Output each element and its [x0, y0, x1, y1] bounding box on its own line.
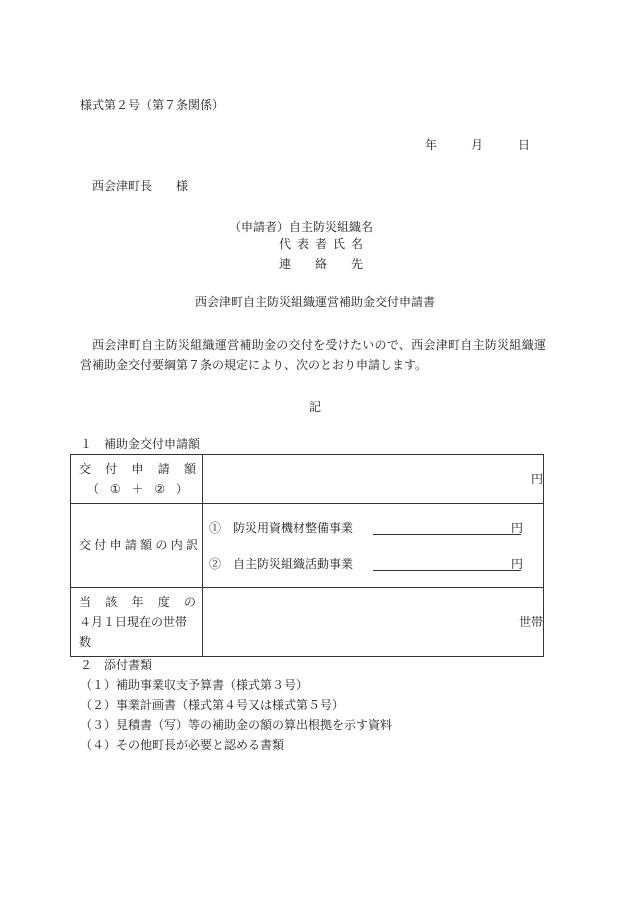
date-year-label: 年	[425, 138, 438, 152]
table-row	[71, 504, 544, 588]
applicant-prefix: （申請者）	[229, 220, 290, 234]
date-row	[0, 137, 630, 155]
body-paragraph: 西会津町自主防災組織運営補助金の交付を受けたいので、西会津町自主防災組織運営補助金交付要綱第７条の規定により、次のとおり申請します。	[80, 338, 546, 372]
char: 該	[105, 595, 118, 609]
char: 交	[79, 462, 92, 476]
row3-value-cell[interactable]	[203, 588, 544, 657]
char: 当	[79, 595, 92, 609]
section2-heading: ２ 添付書類	[80, 658, 153, 672]
table-row	[71, 588, 544, 657]
char: 訳	[185, 538, 198, 553]
breakdown-item-1-underline	[373, 534, 521, 535]
form-number: 様式第２号（第７条関係）	[80, 98, 225, 112]
attachment-item-3: （３）見積書（写）等の補助金の額の算出根拠を示す資料	[80, 718, 393, 732]
date-month-label: 月	[471, 138, 484, 152]
char: ①	[109, 482, 121, 496]
char: 者	[314, 237, 327, 251]
char: 申	[131, 462, 144, 476]
char: 請	[157, 462, 170, 476]
char: ）	[175, 482, 188, 496]
applicant-block	[229, 219, 373, 236]
breakdown-item-2-unit: 円	[510, 556, 523, 571]
char: 請	[124, 538, 137, 553]
breakdown-item-1-name: ① 防災用資機材整備事業	[209, 520, 354, 535]
row1-value-cell[interactable]	[203, 455, 544, 504]
char: の	[155, 538, 168, 553]
char: の	[183, 595, 196, 609]
char: ＋	[131, 482, 144, 496]
char: 額	[183, 462, 196, 476]
attachment-item-4: （４）その他町長が必要と認める書類	[80, 738, 285, 752]
char: 年	[131, 595, 144, 609]
char: 絡	[314, 257, 327, 271]
document-title: 西会津町自主防災組織運営補助金交付申請書	[194, 295, 435, 309]
applicant-rep-name-label	[279, 236, 363, 253]
char: 度	[157, 595, 170, 609]
row2-value-cell	[203, 504, 544, 588]
row1-unit: 円	[530, 471, 543, 486]
applicant-org-name-label: 自主防災組織名	[289, 220, 374, 234]
addressee: 西会津町長 様	[92, 179, 189, 193]
row3-unit: 世帯	[518, 614, 543, 629]
breakdown-item-2[interactable]	[203, 546, 543, 582]
row1-label	[71, 455, 203, 504]
char: 連	[279, 257, 292, 271]
breakdown-item-1-unit: 円	[510, 520, 523, 535]
application-amount-table	[70, 454, 544, 657]
char: 表	[296, 237, 309, 251]
ki-marker: 記	[308, 400, 321, 414]
char: 交	[79, 538, 92, 553]
char: 申	[109, 538, 122, 553]
attachment-item-1: （１）補助事業収支予算書（様式第３号）	[80, 678, 309, 692]
char: 名	[350, 237, 363, 251]
char: 代	[279, 237, 292, 251]
section1-heading: １ 補助金交付申請額	[80, 437, 201, 451]
char: 付	[105, 462, 118, 476]
breakdown-item-2-underline	[373, 570, 521, 571]
row3-label	[71, 588, 203, 657]
char: ②	[154, 482, 166, 496]
char: 付	[94, 538, 107, 553]
char: （	[87, 482, 100, 496]
attachment-item-2: （２）事業計画書（様式第４号又は様式第５号）	[80, 698, 345, 712]
date-day-label: 日	[518, 138, 531, 152]
char: 内	[170, 538, 183, 553]
char: 氏	[332, 237, 345, 251]
row2-label	[71, 504, 203, 588]
breakdown-item-1[interactable]	[203, 510, 543, 546]
char: 額	[140, 538, 153, 553]
table-row	[71, 455, 544, 504]
applicant-contact-label	[279, 256, 363, 273]
char: 先	[350, 257, 363, 271]
breakdown-item-2-name: ② 自主防災組織活動事業	[209, 556, 354, 571]
row3-label-line2: ４月１日現在の世帯数	[79, 615, 188, 649]
